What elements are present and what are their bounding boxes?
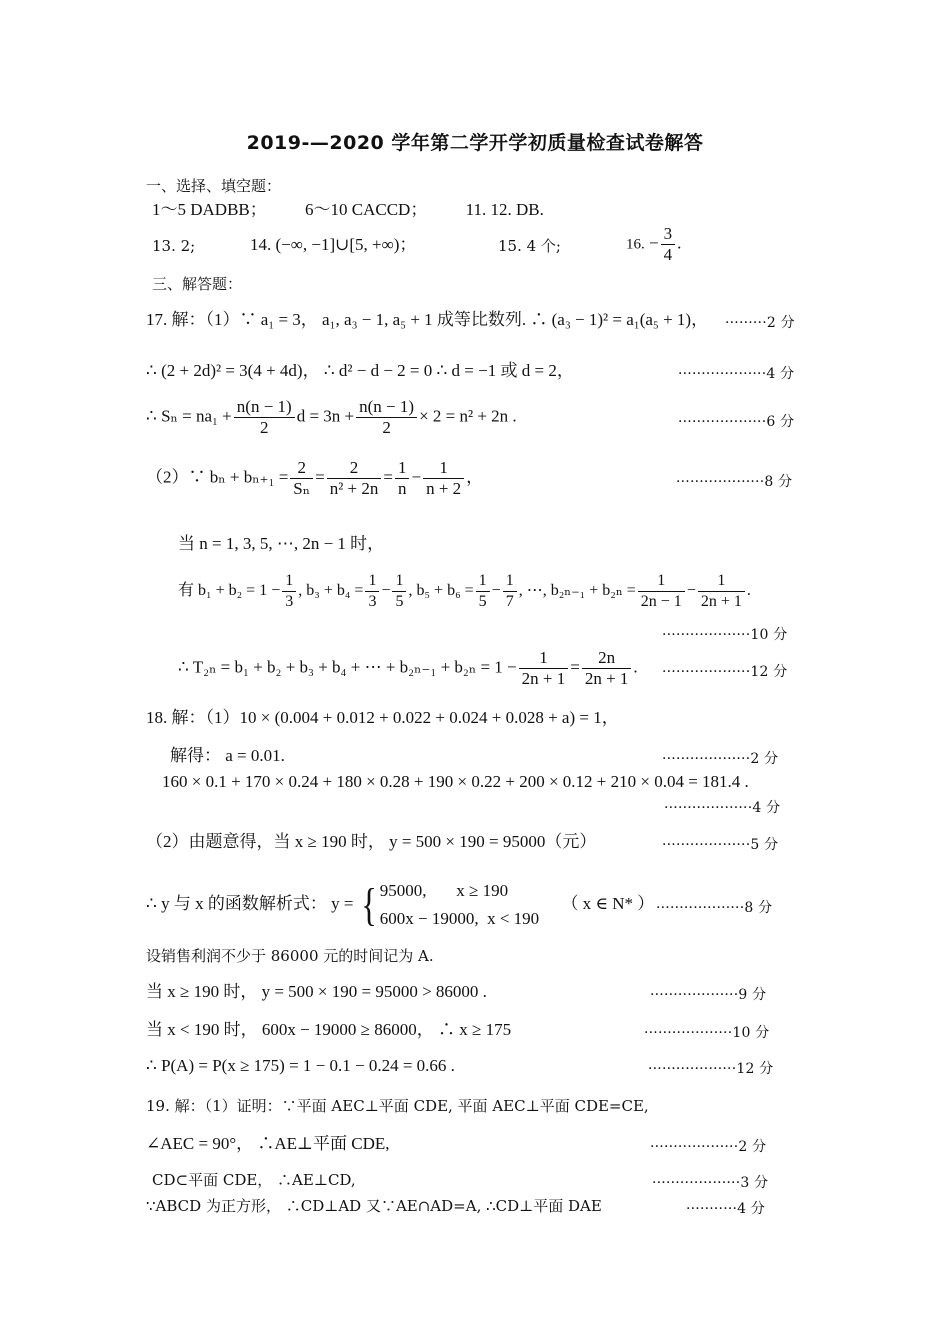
p17-score7: ···················12 分 xyxy=(662,664,788,680)
p17-l4-frac2-den: n² + 2n xyxy=(327,478,382,499)
p17-l4-frac4-den: n + 2 xyxy=(423,478,464,499)
p18-line6: 设销售利润不少于 86000 元的时间记为 A. xyxy=(146,947,434,965)
p19-line3: CD⊂平面 CDE， ∴AE⊥CD, xyxy=(152,1171,356,1189)
p17-l6-frac1-num: 1 xyxy=(285,572,294,589)
p17-l4-frac2-num: 2 xyxy=(349,458,359,477)
p17-l6-frac2 xyxy=(365,571,379,612)
p17-line3 xyxy=(146,397,517,438)
p18-score5: ···················8 分 xyxy=(656,900,773,916)
p17-l4-part-a: （2）∵ bₙ + bₙ₊₁ = xyxy=(146,467,289,487)
p17-line5: 当 n = 1, 3, 5, ⋯, 2n − 1 时， xyxy=(178,534,385,553)
p17-l6-part-e: − xyxy=(491,582,501,600)
p17-l6-frac4-num: 1 xyxy=(478,572,487,589)
p19-score4: ···········4 分 xyxy=(686,1201,766,1217)
p18-line3: 160 × 0.1 + 170 × 0.24 + 180 × 0.28 + 190 × 0.22 + 200 × 0.12 + 210 × 0.04 = 181.4 . xyxy=(162,772,749,791)
p17-line7 xyxy=(178,648,638,689)
p17-l6-frac5 xyxy=(503,571,517,612)
p17-l3-frac1-num: n(n − 1) xyxy=(236,397,292,416)
p19-score3: ···················3 分 xyxy=(652,1175,769,1191)
p17-line1: 17. 解：（1）∵ a₁ = 3， a₁, a₃ − 1, a₅ + 1 成等比数列. ∴ (a₃ − 1)² = a₁(a₅ + 1)， xyxy=(146,310,709,329)
p17-l7-part-a: ∴ T₂ₙ = b₁ + b₂ + b₃ + b₄ + ⋯ + b₂ₙ₋₁ + b₂ₙ = 1 − xyxy=(178,657,517,677)
p17-score1: ·········2 分 xyxy=(725,315,795,331)
p18-line9: ∴ P(A) = P(x ≥ 175) = 1 − 0.1 − 0.24 = 0.66 . xyxy=(146,1056,455,1075)
p19-line1: 19. 解：（1）证明：∵平面 AEC⊥平面 CDE, 平面 AEC⊥平面 CDE=CE, xyxy=(146,1097,649,1115)
p18-score7: ···················9 分 xyxy=(650,987,767,1003)
p17-l6-frac7 xyxy=(698,571,745,612)
p17-l4-part-c: = xyxy=(383,467,393,487)
answer-16-label: 16. xyxy=(626,236,645,253)
p17-l4-frac2 xyxy=(327,458,382,499)
page-title: 2019-—2020 学年第二学开学初质量检查试卷解答 xyxy=(246,132,704,154)
answer-16-den: 4 xyxy=(661,244,676,265)
p17-line4 xyxy=(146,458,483,499)
p18-line5 xyxy=(146,877,654,933)
p17-l6-part-f: , ⋯, b₂ₙ₋₁ + b₂ₙ = xyxy=(518,582,636,600)
section3-heading: 三、解答题： xyxy=(152,275,243,293)
p18-line2: 解得： a = 0.01. xyxy=(170,746,285,765)
answer-16-fraction xyxy=(661,224,676,265)
p17-l3-part-c: × 2 = n² + 2n . xyxy=(419,406,517,426)
p17-l7-frac2-den: 2n + 1 xyxy=(582,668,632,689)
p17-score2: ···················4 分 xyxy=(678,366,795,382)
section1-heading: 一、选择、填空题： xyxy=(146,177,282,195)
p17-l4-frac3-num: 1 xyxy=(397,458,407,477)
answer-16-num: 3 xyxy=(663,224,673,243)
answer-16-end: . xyxy=(677,233,682,253)
p17-l7-part-c: . xyxy=(633,657,638,677)
p17-l6-frac2-num: 1 xyxy=(368,572,377,589)
p17-line6 xyxy=(178,571,751,612)
p17-line2: ∴ (2 + 2d)² = 3(4 + 4d)， ∴ d² − d − 2 = 0 ∴ d = −1 或 d = 2， xyxy=(146,361,574,380)
answer-16-sign: − xyxy=(649,233,659,253)
p17-l4-frac1-den: Sₙ xyxy=(290,478,313,499)
left-brace-icon: { xyxy=(360,879,377,930)
p17-l6-frac7-num: 1 xyxy=(717,572,726,589)
answer-13: 13. 2; xyxy=(152,237,196,255)
p19-line4: ∵ABCD 为正方形， ∴CD⊥AD 又∵AE∩AD=A, ∴CD⊥平面 DAE xyxy=(146,1197,602,1215)
p17-l6-frac3-den: 5 xyxy=(392,591,406,612)
p17-score6: ···················10 分 xyxy=(662,627,788,643)
p18-line4: （2）由题意得，当 x ≥ 190 时， y = 500 × 190 = 95000（元） xyxy=(146,832,597,851)
piecewise-case-1: 95000, x ≥ 190 xyxy=(379,881,509,900)
p18-line8: 当 x < 190 时， 600x − 19000 ≥ 86000， ∴ x ≥ 175 xyxy=(146,1020,512,1039)
p17-l7-frac1 xyxy=(519,648,569,689)
p17-l4-part-b: = xyxy=(315,467,325,487)
p17-l4-part-e: ， xyxy=(466,467,484,487)
p19-line2: ∠AEC = 90°， ∴AE⊥平面 CDE, xyxy=(146,1134,390,1153)
p17-l6-part-h: . xyxy=(746,582,751,600)
answer-16 xyxy=(626,224,681,265)
p17-l6-frac5-den: 7 xyxy=(503,591,517,612)
p17-l6-part-b: , b₃ + b₄ = xyxy=(298,582,364,600)
answer-14: 14. (−∞, −1]∪[5, +∞)； xyxy=(250,235,417,254)
p17-l6-frac6-num: 1 xyxy=(657,572,666,589)
p19-score2: ···················2 分 xyxy=(650,1139,767,1155)
answer-15: 15. 4 个; xyxy=(498,237,561,255)
p17-l7-frac2-num: 2n xyxy=(598,648,616,667)
p17-l4-frac1 xyxy=(290,458,313,499)
p18-score3: ···················4 分 xyxy=(664,800,781,816)
p17-l7-frac1-den: 2n + 1 xyxy=(519,668,569,689)
p17-l6-frac6-den: 2n − 1 xyxy=(638,591,685,612)
p17-score3: ···················6 分 xyxy=(678,414,795,430)
p17-l6-frac3-num: 1 xyxy=(395,572,404,589)
p17-l4-frac3 xyxy=(395,458,410,499)
p17-l3-part-a: ∴ Sₙ = na₁ + xyxy=(146,406,232,426)
p17-l4-frac4 xyxy=(423,458,464,499)
p17-score4: ···················8 分 xyxy=(676,474,793,490)
p17-l3-frac2-den: 2 xyxy=(356,417,417,438)
p17-l6-frac3 xyxy=(392,571,406,612)
p17-l6-part-d: , b₅ + b₆ = xyxy=(408,582,474,600)
p17-l6-frac6 xyxy=(638,571,685,612)
p17-l3-frac2 xyxy=(356,397,417,438)
p17-l6-frac2-den: 3 xyxy=(365,591,379,612)
p17-l7-part-b: = xyxy=(570,657,580,677)
p17-l6-frac1 xyxy=(282,571,296,612)
p18-l5-part-a: ∴ y 与 x 的函数解析式： y = xyxy=(146,893,354,913)
p17-l4-frac4-num: 1 xyxy=(439,458,448,477)
piecewise-case-2: 600x − 19000, x < 190 xyxy=(379,909,540,928)
p17-l7-frac2 xyxy=(582,648,632,689)
p18-score4: ···················5 分 xyxy=(662,837,779,853)
p17-l6-frac7-den: 2n + 1 xyxy=(698,591,745,612)
p17-l3-frac2-num: n(n − 1) xyxy=(359,397,415,416)
p18-line7: 当 x ≥ 190 时， y = 500 × 190 = 95000 > 86000 . xyxy=(146,982,487,1001)
p17-l7-frac1-num: 1 xyxy=(539,648,548,667)
p17-l4-frac1-num: 2 xyxy=(297,458,306,477)
p17-l4-frac3-den: n xyxy=(395,478,410,499)
p17-l6-part-c: − xyxy=(381,582,391,600)
p18-score8: ···················10 分 xyxy=(644,1025,770,1041)
p18-l5-domain: （ x ∈ N* ） xyxy=(561,893,655,913)
p17-l4-part-d: − xyxy=(411,467,422,487)
choice-answers: 1～5 DADBB； 6～10 CACCD； 11. 12. DB. xyxy=(152,200,544,219)
p17-l6-frac1-den: 3 xyxy=(282,591,296,612)
p17-l6-frac4 xyxy=(476,571,490,612)
p17-l3-frac1-den: 2 xyxy=(234,417,295,438)
p17-l6-part-a: 有 b₁ + b₂ = 1 − xyxy=(178,582,281,600)
piecewise-cases xyxy=(380,877,539,933)
p17-l6-frac5-num: 1 xyxy=(505,572,514,589)
p17-l6-frac4-den: 5 xyxy=(476,591,490,612)
p17-l6-part-g: − xyxy=(686,582,696,600)
p18-line1: 18. 解：（1）10 × (0.004 + 0.012 + 0.022 + 0.024 + 0.028 + a) = 1， xyxy=(146,708,619,727)
p18-score9: ···················12 分 xyxy=(648,1061,774,1077)
p18-score2: ···················2 分 xyxy=(662,751,779,767)
p17-l3-part-b: d = 3n + xyxy=(296,406,355,426)
p17-l3-frac1 xyxy=(234,397,295,438)
